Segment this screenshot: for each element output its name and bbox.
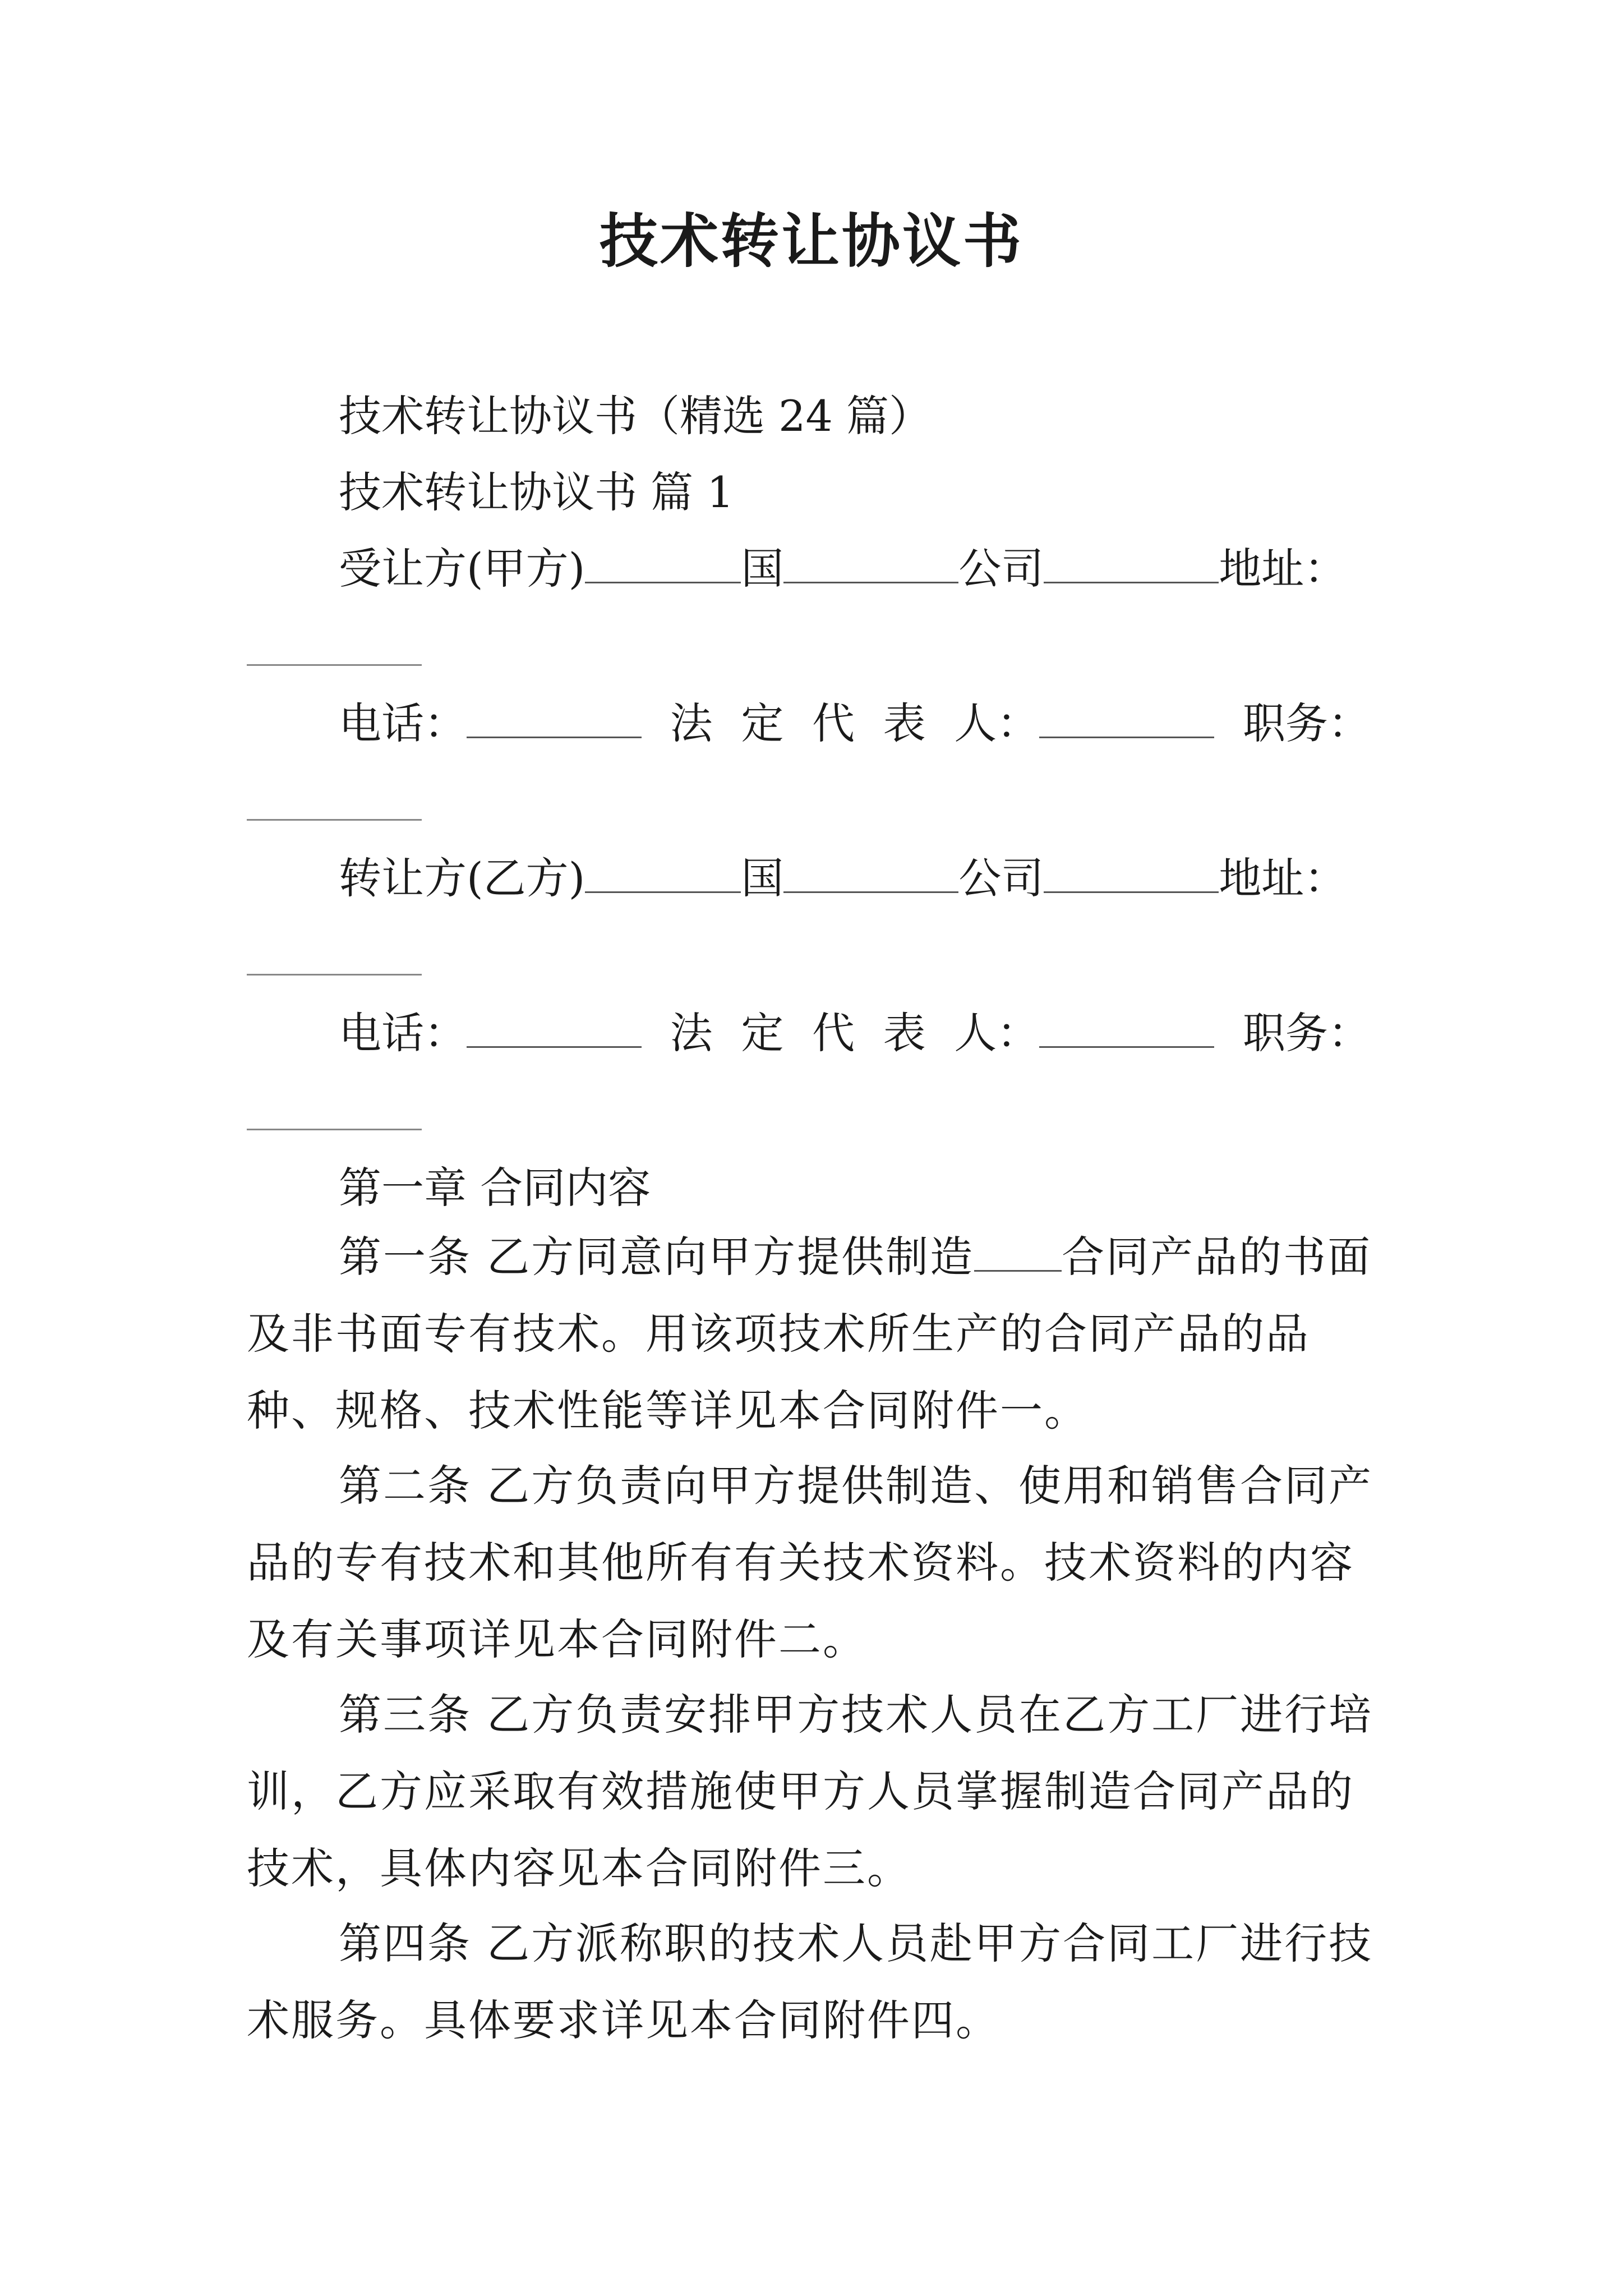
party-a-company: 公司: [958, 544, 1044, 593]
party-b-position-blank: [247, 1129, 422, 1130]
article-2: 第二条 乙方负责向甲方提供制造、使用和销售合同产品的专有技术和其他所有有关技术资料。技术资料的内容及有关事项详见本合同附件二。: [247, 1461, 1373, 1664]
party-a-address-blank: [247, 664, 422, 666]
party-b-company: 公司: [958, 853, 1044, 903]
party-a-line: [339, 541, 1347, 597]
party-b-rep-char-2: 定: [741, 1008, 784, 1058]
article-1-before: 第一条 乙方同意向甲方提供制造: [339, 1232, 975, 1282]
party-b-address: 地址：: [1219, 853, 1347, 903]
party-a-country: 国: [741, 544, 784, 593]
party-a-rep-char-4: 表: [883, 698, 926, 748]
party-b-phone: [339, 1005, 642, 1061]
document-title: 技术转让协议书: [599, 206, 1023, 275]
party-b-line: [339, 850, 1347, 907]
party-b-rep-char-4: 表: [883, 1008, 926, 1058]
party-b-country: 国: [741, 853, 784, 903]
party-b-country-blank: [783, 851, 958, 893]
party-a-rep-char-5: 人：: [954, 698, 1040, 748]
party-a-contact-line: [339, 696, 1371, 752]
article-3: 第三条 乙方负责安排甲方技术人员在乙方工厂进行培训，乙方应采取有效措施使甲方人员掌握制造合同产品的技术，具体内容见本合同附件三。: [247, 1690, 1373, 1893]
party-b-rep-char-1: 法: [670, 1008, 713, 1058]
party-b-rep-blank: [1039, 1006, 1214, 1048]
party-a-rep-char-1: 法: [670, 698, 713, 748]
party-a-rep: [954, 696, 1214, 752]
party-b-prefix: 转让方(乙方): [339, 853, 585, 903]
party-a-phone: [339, 696, 642, 752]
party-b-contact-line: [339, 1005, 1371, 1061]
party-b-address-blank: [247, 974, 422, 976]
party-b-company-blank: [1044, 851, 1219, 893]
article-4: 第四条 乙方派称职的技术人员赴甲方合同工厂进行技术服务。具体要求详见本合同附件四。: [247, 1918, 1373, 2045]
party-a-rep-blank: [1039, 696, 1214, 738]
party-a-prefix: 受让方(甲方): [339, 544, 585, 593]
party-a-company-blank: [1044, 541, 1219, 583]
section-heading: 技术转让协议书 篇 1: [339, 467, 734, 517]
party-a-position-blank: [247, 819, 422, 821]
party-b-rep: [954, 1005, 1214, 1061]
party-a-rep-char-3: 代: [811, 698, 855, 748]
party-a-phone-label: 电话：: [339, 698, 467, 748]
article-1: [247, 1218, 1391, 1449]
party-b-phone-blank: [467, 1006, 642, 1048]
document-subtitle: 技术转让协议书（精选 24 篇）: [339, 391, 932, 441]
party-b-rep-char-5: 人：: [954, 1008, 1040, 1058]
party-a-position: 职务：: [1242, 698, 1371, 748]
party-a-address: 地址：: [1219, 544, 1347, 593]
party-b-phone-label: 电话：: [339, 1008, 467, 1058]
party-a-name-blank: [585, 541, 741, 583]
party-b-position: 职务：: [1242, 1008, 1371, 1058]
party-a-country-blank: [783, 541, 958, 583]
party-a-rep-char-2: 定: [741, 698, 784, 748]
party-a-phone-blank: [467, 696, 642, 738]
article-1-product-blank: [974, 1230, 1062, 1272]
party-b-name-blank: [585, 851, 741, 893]
article-1-after: 合同产品的书面及非书面专有技术。用该项技术所生产的合同产品的品种、规格、技术性能等详见本合同附件一。: [247, 1232, 1372, 1435]
chapter-heading: 第一章 合同内容: [339, 1163, 651, 1213]
party-b-rep-char-3: 代: [811, 1008, 855, 1058]
